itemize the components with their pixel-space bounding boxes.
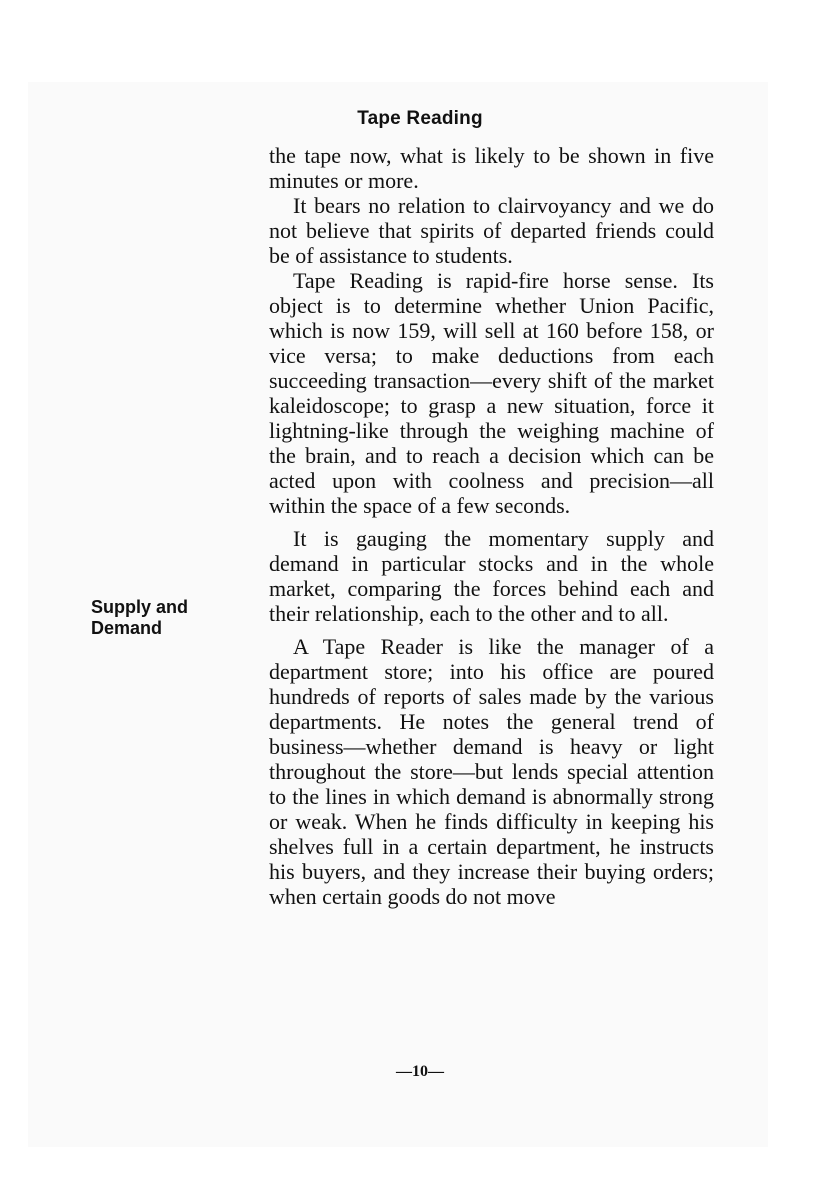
paragraph-horse-sense: Tape Reading is rapid-fire horse sense. Its object is to determine whether Union Pacific, which is now 159, will sell at 160 before 158, or vice versa; to make deductions from each succeeding transaction—every shift of the market kaleidoscope; to grasp a new situation, force it lightning-like through the weighing machine of the brain, and to reach a decision which can be acted upon with coolness and precision—all within the space of a few seconds. xyxy=(269,268,714,518)
running-head: Tape Reading xyxy=(357,108,483,129)
paragraph-supply-demand: It is gauging the momentary supply and demand in particular stocks and in the whole market, comparing the forces behind each and their relationship, each to the other and to all. xyxy=(269,526,714,626)
page-number: —10— xyxy=(396,1063,444,1080)
paragraph-continuation: the tape now, what is likely to be shown in five minutes or more. xyxy=(269,143,714,193)
margin-note-supply-and-demand: Supply and Demand xyxy=(91,597,189,638)
paragraph-department-store: A Tape Reader is like the manager of a department store; into his office are poured hundreds of reports of sales made by the various departments. He notes the general trend of business—whether demand is heavy or light throughout the store—but lends special attention to the lines in which demand is abnormally strong or weak. When he finds difficulty in keeping his shelves full in a certain department, he instructs his buyers, and they increase their buying orders; when certain goods do not move xyxy=(269,634,714,909)
paragraph-clairvoyancy: It bears no relation to clairvoyancy and we do not believe that spirits of departed friends could be of assistance to students. xyxy=(269,193,714,268)
body-text xyxy=(269,143,714,909)
